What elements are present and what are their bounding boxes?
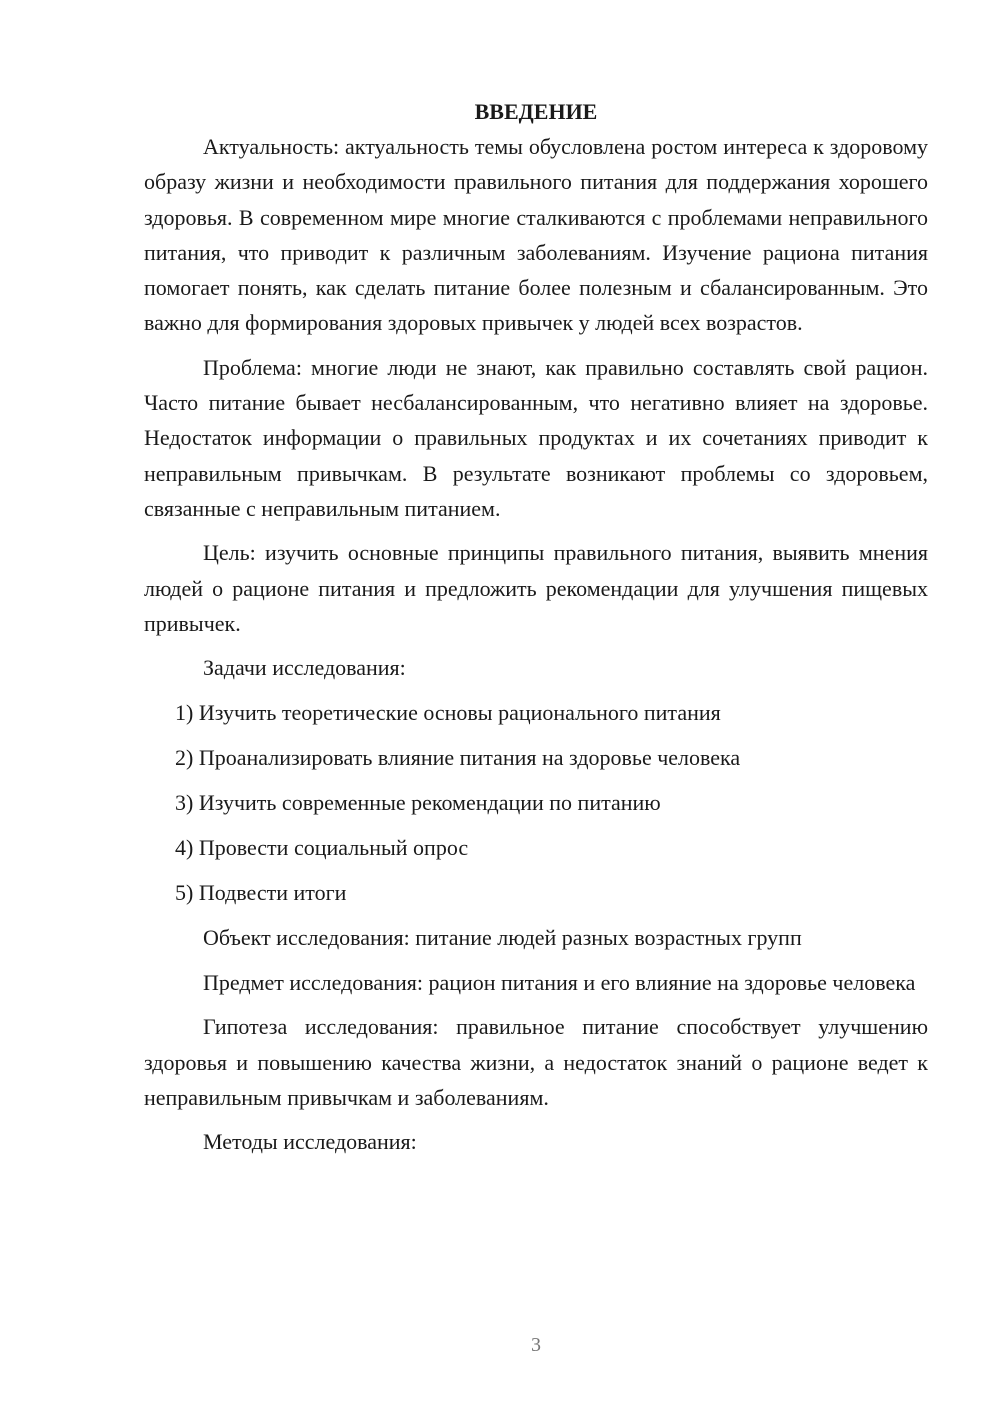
methods-heading: Методы исследования: xyxy=(203,1129,417,1155)
task-item: 5) Подвести итоги xyxy=(175,880,347,906)
object-line: Объект исследования: питание людей разных возрастных групп xyxy=(203,925,802,951)
relevance-paragraph: Актуальность: актуальность темы обусловлена ростом интереса к здоровому образу жизни и необходимости правильного питания для поддержания хорошего здоровья. В современном мире многие сталкиваются с проблемами неправильного питания, что приводит к различным заболеваниям. Изучение рациона питания помогает понять, как сделать питание более полезным и сбалансированным. Это важно для формирования здоровых привычек у людей всех возрастов. xyxy=(144,134,928,336)
task-item: 1) Изучить теоретические основы рационального питания xyxy=(175,700,721,726)
hypothesis-paragraph: Гипотеза исследования: правильное питание способствует улучшению здоровья и повышению качества жизни, а недостаток знаний о рационе ведет к неправильным привычкам и заболеваниям. xyxy=(144,1014,928,1111)
tasks-list xyxy=(144,695,928,910)
task-item: 2) Проанализировать влияние питания на здоровье человека xyxy=(175,745,741,771)
task-item: 4) Провести социальный опрос xyxy=(175,835,469,861)
goal-paragraph: Цель: изучить основные принципы правильного питания, выявить мнения людей о рационе питания и предложить рекомендации для улучшения пищевых привычек. xyxy=(144,540,928,636)
task-item: 3) Изучить современные рекомендации по питанию xyxy=(175,790,661,816)
section-title: ВВЕДЕНИЕ xyxy=(474,99,598,124)
subject-paragraph: Предмет исследования: рацион питания и его влияние на здоровье человека xyxy=(203,970,916,996)
problem-paragraph: Проблема: многие люди не знают, как правильно составлять свой рацион. Часто питание бывает несбалансированным, что негативно влияет на здоровье. Недостаток информации о правильных продуктах и их сочетаниях приводит к неправильным привычкам. В результате возникают проблемы со здоровьем, связанные с неправильным питанием. xyxy=(144,354,928,521)
tasks-heading: Задачи исследования: xyxy=(203,655,406,681)
document-page xyxy=(144,94,928,1169)
page-number: 3 xyxy=(531,1334,541,1356)
